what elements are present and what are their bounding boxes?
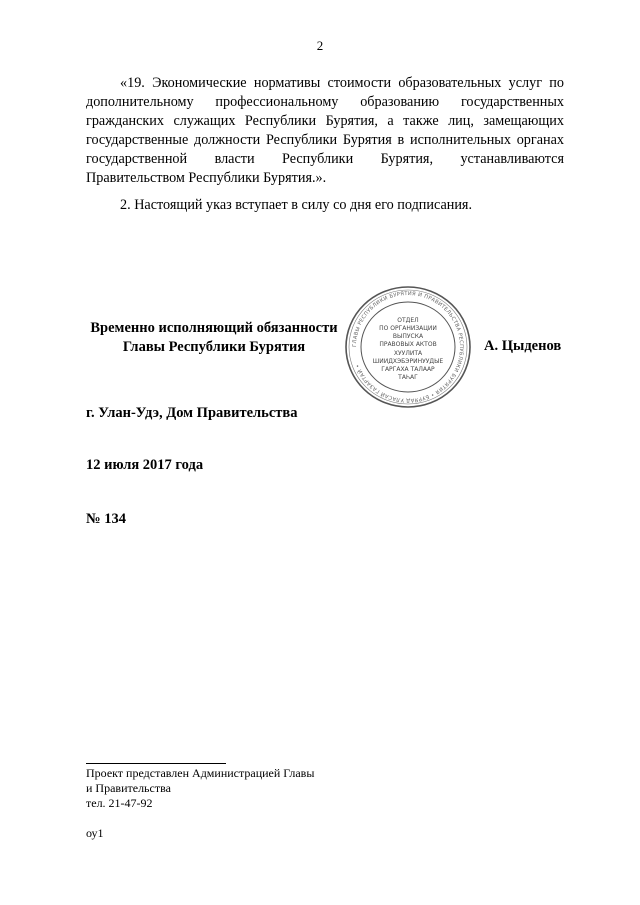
official-seal <box>342 284 474 410</box>
svg-text:ГЛАВЫ РЕСПУБЛИКИ БУРЯТИЯ И ПРА: ГЛАВЫ РЕСПУБЛИКИ БУРЯТИЯ И ПРАВИТЕЛЬСТВА РЕСПУБЛИКИ БУРЯТИЯ • БУРЯАД УЛАСАЙ ГАЗАРТАЙ • <box>351 290 465 404</box>
footnote-line3: тел. 21-47-92 <box>86 796 153 810</box>
signer-position-line1: Временно исполняющий обязанности <box>90 320 338 336</box>
seal-line: ШИИДХЭБЭРИНУУДЫЕ <box>372 358 444 365</box>
seal-line: ТАҺАГ <box>398 374 418 381</box>
signing-date: 12 июля 2017 года <box>86 457 204 473</box>
seal-line: ПО ОРГАНИЗАЦИИ <box>379 325 437 332</box>
document-code: оу1 <box>86 826 104 840</box>
seal-line: ПРАВОВЫХ АКТОВ <box>379 341 437 348</box>
seal-line: ГАРГАХА ТАЛААР <box>381 366 435 373</box>
footnote <box>86 766 314 811</box>
paragraph-amendment: «19. Экономические нормативы стоимости образовательных услуг по дополнительному профессиональному образованию государственных гражданских служащих Республики Бурятия, а также лиц, замещающих государственные должности Республики Бурятия в исполнительных органах государственной власти Республики Бурятия, устанавливаются Правительством Республики Бурятия.». <box>86 75 564 186</box>
seal-line: ОТДЕЛ <box>397 317 419 324</box>
seal-line: ВЫПУСКА <box>392 333 424 340</box>
footnote-line1: Проект представлен Администрацией Главы <box>86 766 315 780</box>
paragraph-effective: 2. Настоящий указ вступает в силу со дня его подписания. <box>120 197 473 213</box>
page-number: 2 <box>316 38 324 53</box>
footnote-divider <box>86 763 226 764</box>
seal-line: ХУУЛИТА <box>393 350 423 357</box>
signer-position-line2: Главы Республики Бурятия <box>122 339 306 355</box>
signing-place: г. Улан-Удэ, Дом Правительства <box>86 405 298 421</box>
signer-name: А. Цыденов <box>484 338 562 354</box>
document-number: № 134 <box>86 511 126 527</box>
signer-position <box>80 319 348 357</box>
footnote-line2: и Правительства <box>86 781 171 795</box>
